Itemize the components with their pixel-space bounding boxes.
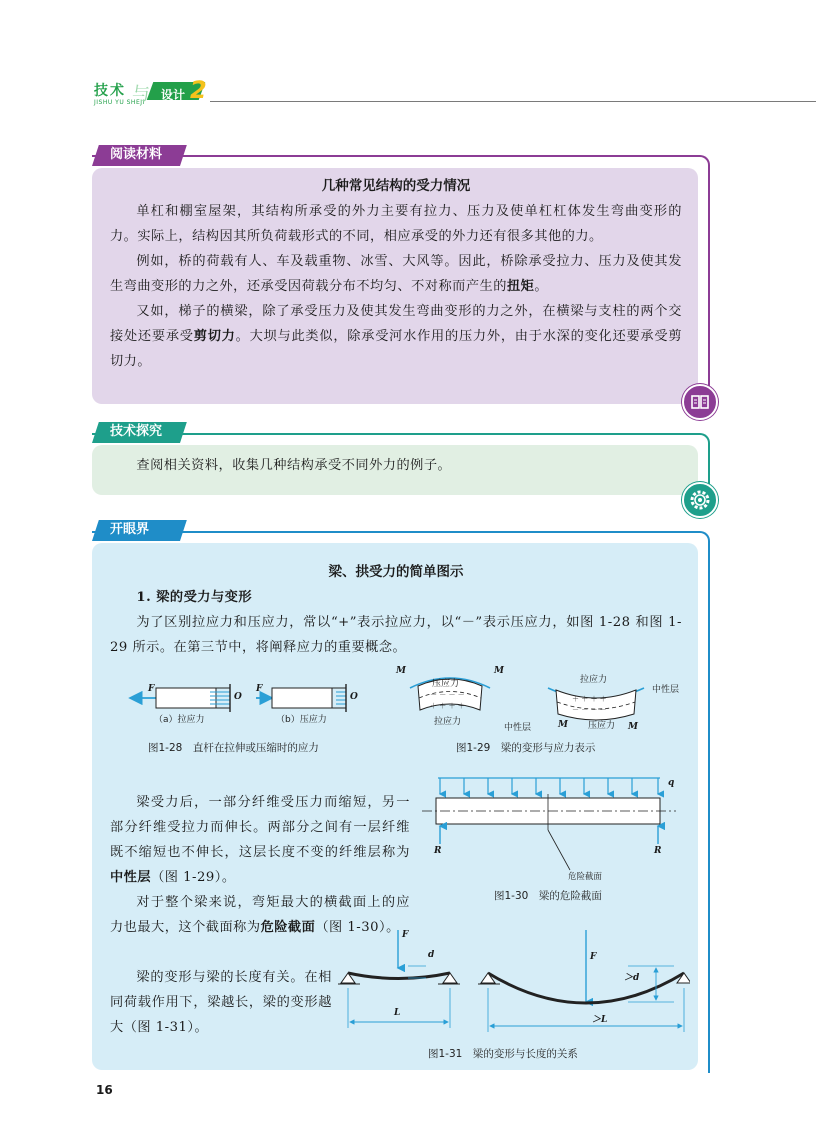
fig29-neutral-label-2: 中性层 (652, 685, 680, 695)
vision-tag: 开眼界 (110, 522, 150, 537)
gear-icon (682, 482, 718, 518)
fig31-length-label-1: L (394, 1008, 401, 1018)
figure-1-31-graphic (338, 928, 690, 1040)
fig31-deflection-label-1: d (428, 950, 435, 960)
vision-paragraph-4: 梁的变形与梁的长度有关。在相同荷载作用下，梁越长，梁的变形越大（图 1-31）。 (110, 970, 332, 1035)
header-brand-connector: 与 (132, 84, 150, 105)
fig29-moment-left-2: M (558, 720, 568, 730)
term-shear: 剪切力 (193, 329, 236, 344)
fig30-reaction-right: R (654, 846, 662, 856)
explore-text: 查阅相关资料，收集几种结构承受不同外力的例子。 (136, 458, 452, 473)
figure-1-30 (420, 774, 682, 904)
term-danger-section: 危险截面 (260, 920, 316, 935)
figure-1-30-graphic (420, 774, 682, 882)
fig28-force-label-b: F (256, 684, 263, 694)
fig28-label-b: （b）压应力 (276, 715, 327, 725)
figure-1-29 (388, 664, 688, 760)
fig29-minus-row-2: － － － － (572, 706, 607, 714)
fig29-compress-label-2: 压应力 (588, 721, 616, 731)
book-icon (682, 384, 718, 420)
header-brand-part1: 技术 (94, 83, 126, 99)
fig28-force-label-a: F (148, 684, 155, 694)
fig29-compress-label: 压应力 (432, 679, 460, 689)
fig29-tension-label: 拉应力 (434, 717, 462, 727)
page-number: 16 (96, 1083, 113, 1097)
fig30-danger-label: 危险截面 (568, 872, 603, 882)
header-brand-number: 2 (190, 76, 207, 104)
fig31-force-label-2: F (590, 952, 597, 962)
fig29-caption: 图1-29 梁的变形与应力表示 (456, 742, 596, 754)
reading-paragraph-2: 例如，桥的荷载有人、车及载重物、冰雪、大风等。因此，桥除承受拉力、压力及使其发生弯曲变形的力之外，还承受因荷载分布不均匀、不对称而产生的扭矩。 (110, 254, 682, 294)
header-rule (210, 101, 816, 102)
vision-paragraph-2: 梁受力后，一部分纤维受压力而缩短，另一部分纤维受拉力而伸长。两部分之间有一层纤维既不缩短也不伸长，这层长度不变的纤维层称为中性层（图 1-29）。 (110, 795, 410, 885)
fig30-caption: 图1-30 梁的危险截面 (494, 890, 602, 902)
fig29-moment-right-2: M (628, 722, 638, 732)
vision-paragraph-1: 为了区别拉应力和压应力，常以“+”表示拉应力，以“－”表示压应力，如图 1-28 和图 1-29 所示。在第三节中，将阐释应力的重要概念。 (110, 615, 682, 655)
fig31-force-label-1: F (402, 930, 409, 940)
fig28-origin-label-a: O (234, 692, 242, 702)
fig30-reaction-left: R (434, 846, 442, 856)
fig28-caption: 图1-28 直杆在拉伸或压缩时的应力 (148, 742, 319, 754)
vision-title: 梁、拱受力的简单图示 (328, 564, 464, 580)
reading-title: 几种常见结构的受力情况 (321, 178, 471, 194)
header-brand-part2: 设计 (161, 88, 186, 102)
fig31-length-label-2: ＞L (592, 1015, 608, 1025)
fig29-plus-row-2: ＋ ＋ ＋ ＋ (572, 695, 607, 703)
fig29-plus-row: ＋ ＋ ＋ ＋ (430, 702, 465, 710)
fig29-neutral-label-1: 中性层 (504, 723, 532, 733)
reading-paragraph-3: 又如，梯子的横梁，除了承受压力及使其发生弯曲变形的力之外，在横梁与支柱的两个交接处还要承受剪切力。大坝与此类似，除承受河水作用的压力外，由于水深的变化还要承受剪切力。 (110, 304, 683, 369)
vision-paragraph-3: 对于整个梁来说，弯矩最大的横截面上的应力也最大，这个截面称为危险截面（图 1-30）。 (110, 895, 410, 935)
fig29-moment-left-1: M (396, 666, 406, 676)
term-neutral-layer: 中性层 (110, 870, 152, 885)
term-torque: 扭矩 (506, 279, 535, 294)
vision-subhead: 1. 梁的受力与变形 (136, 590, 253, 605)
explore-tag: 技术探究 (110, 424, 163, 439)
fig31-caption: 图1-31 梁的变形与长度的关系 (428, 1048, 578, 1060)
fig29-minus-row: － － － － (430, 691, 465, 699)
figure-1-28 (110, 670, 370, 760)
fig28-origin-label-b: O (350, 692, 358, 702)
reading-tag: 阅读材料 (110, 147, 163, 162)
header-brand-pinyin: JISHU YU SHEJI (94, 99, 145, 106)
figure-1-29-graphic (388, 664, 688, 736)
reading-paragraph-1: 单杠和棚室屋架，其结构所承受的外力主要有拉力、压力及使单杠杠体发生弯曲变形的力。实际上，结构因其所负荷载形式的不同，相应承受的外力还有很多其他的力。 (110, 204, 682, 244)
fig29-tension-label-2: 拉应力 (580, 675, 608, 685)
fig30-load-label: q (668, 778, 675, 788)
figure-1-31 (338, 928, 690, 1064)
fig29-moment-right-1: M (494, 666, 504, 676)
fig28-label-a: （a）拉应力 (154, 715, 205, 725)
fig31-deflection-label-2: ＞d (624, 973, 640, 983)
